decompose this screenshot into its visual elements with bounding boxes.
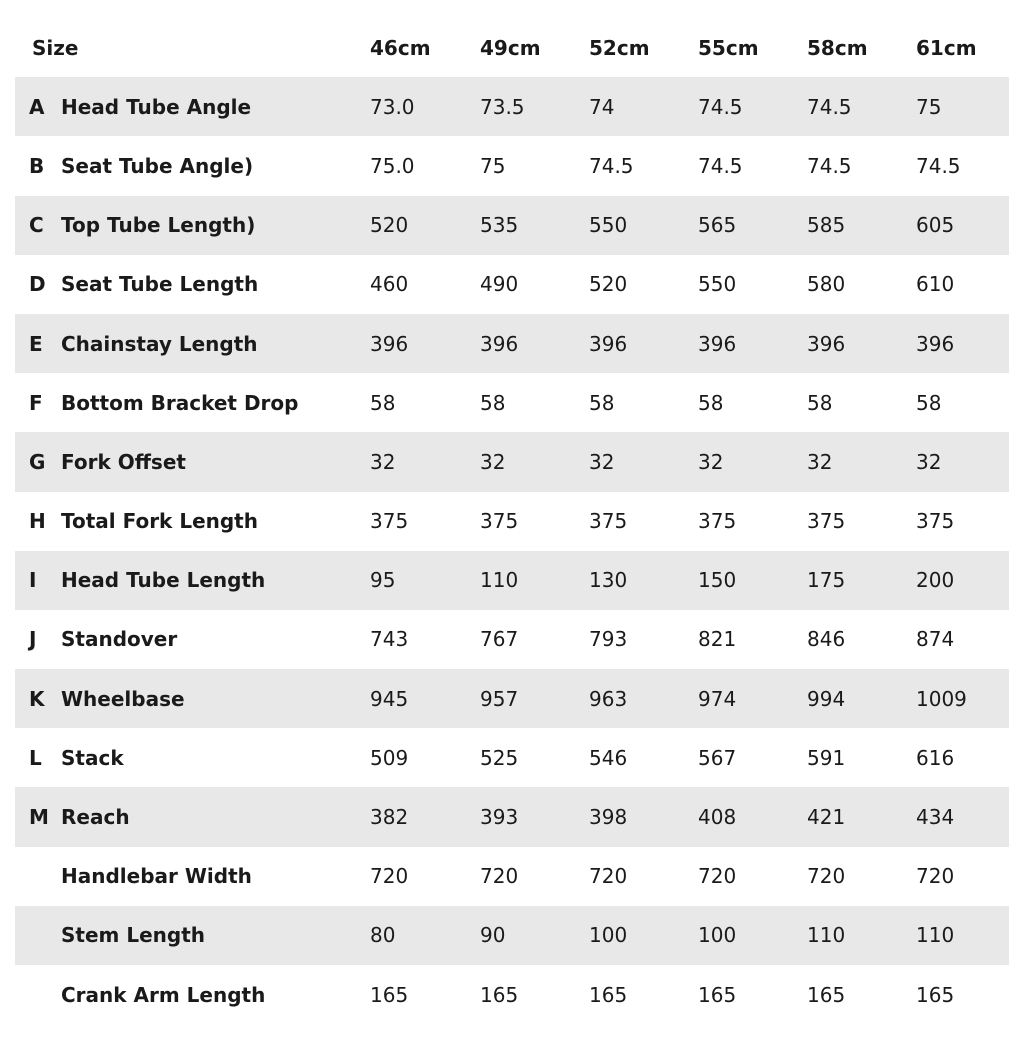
row-value: 396	[698, 331, 737, 356]
row-letter	[15, 847, 61, 906]
row-value: 165	[916, 982, 955, 1007]
table-row	[15, 787, 1009, 846]
table-row	[15, 196, 1009, 255]
row-name: Fork Offset	[61, 449, 186, 474]
row-value: 32	[370, 449, 396, 474]
row-value: 150	[698, 568, 737, 593]
row-value: 525	[480, 745, 519, 770]
row-name: Crank Arm Length	[61, 982, 266, 1007]
row-value: 585	[807, 213, 846, 238]
row-name: Bottom Bracket Drop	[61, 390, 299, 415]
row-value: 110	[480, 568, 519, 593]
row-value: 75	[480, 153, 506, 178]
row-value: 957	[480, 686, 519, 711]
size-header-61: 61cm	[916, 35, 977, 60]
geometry-table	[15, 18, 1009, 1024]
table-row	[15, 847, 1009, 906]
row-value: 90	[480, 923, 506, 948]
row-name: Total Fork Length	[61, 509, 258, 534]
row-value: 393	[480, 805, 519, 830]
table-row	[15, 669, 1009, 728]
row-value: 520	[370, 213, 409, 238]
row-value: 80	[370, 923, 396, 948]
row-value: 396	[807, 331, 846, 356]
row-name: Chainstay Length	[61, 331, 258, 356]
row-name: Head Tube Angle	[61, 94, 252, 119]
row-value: 520	[589, 272, 628, 297]
row-value: 100	[589, 923, 628, 948]
row-value: 567	[698, 745, 737, 770]
row-value: 74.5	[807, 153, 852, 178]
row-value: 490	[480, 272, 519, 297]
table-row	[15, 373, 1009, 432]
row-value: 398	[589, 805, 628, 830]
row-value: 994	[807, 686, 846, 711]
row-letter: D	[29, 272, 46, 297]
row-value: 396	[370, 331, 409, 356]
row-letter: A	[29, 94, 45, 119]
row-value: 509	[370, 745, 409, 770]
row-value: 846	[807, 627, 846, 652]
row-letter: K	[29, 686, 45, 711]
row-name: Head Tube Length	[61, 568, 266, 593]
row-name: Top Tube Length)	[61, 213, 256, 238]
row-value: 821	[698, 627, 737, 652]
row-value: 165	[807, 982, 846, 1007]
table-row	[15, 136, 1009, 195]
row-value: 375	[370, 509, 409, 534]
table-row	[15, 314, 1009, 373]
row-value: 408	[698, 805, 737, 830]
header-row	[15, 18, 1009, 77]
row-value: 58	[370, 390, 396, 415]
row-value: 200	[916, 568, 955, 593]
row-value: 73.5	[480, 94, 525, 119]
row-name: Seat Tube Angle)	[61, 153, 254, 178]
row-value: 396	[916, 331, 955, 356]
row-value: 550	[589, 213, 628, 238]
row-value: 720	[370, 864, 409, 889]
size-header-46: 46cm	[370, 35, 431, 60]
row-value: 460	[370, 272, 409, 297]
row-value: 396	[589, 331, 628, 356]
row-value: 95	[370, 568, 396, 593]
row-value: 165	[698, 982, 737, 1007]
row-value: 32	[698, 449, 724, 474]
row-value: 74.5	[698, 153, 743, 178]
row-value: 396	[480, 331, 519, 356]
row-letter: M	[29, 805, 49, 830]
row-value: 58	[480, 390, 506, 415]
row-value: 591	[807, 745, 846, 770]
size-header-58: 58cm	[807, 35, 868, 60]
table-row	[15, 255, 1009, 314]
row-value: 580	[807, 272, 846, 297]
row-value: 110	[807, 923, 846, 948]
row-value: 58	[589, 390, 615, 415]
row-value: 375	[807, 509, 846, 534]
row-value: 58	[807, 390, 833, 415]
row-value: 58	[698, 390, 724, 415]
row-value: 165	[480, 982, 519, 1007]
row-value: 1009	[916, 686, 967, 711]
row-value: 874	[916, 627, 955, 652]
table-row	[15, 965, 1009, 1024]
row-value: 110	[916, 923, 955, 948]
row-value: 165	[370, 982, 409, 1007]
row-letter: H	[29, 509, 46, 534]
row-value: 74.5	[807, 94, 852, 119]
row-value: 58	[916, 390, 942, 415]
row-value: 974	[698, 686, 737, 711]
row-value: 100	[698, 923, 737, 948]
row-letter: C	[29, 213, 44, 238]
row-value: 382	[370, 805, 409, 830]
row-value: 375	[916, 509, 955, 534]
row-value: 605	[916, 213, 955, 238]
row-value: 616	[916, 745, 955, 770]
row-letter: E	[29, 331, 43, 356]
row-value: 32	[807, 449, 833, 474]
row-letter: J	[29, 627, 37, 652]
row-value: 75.0	[370, 153, 415, 178]
row-letter: F	[29, 390, 43, 415]
row-value: 565	[698, 213, 737, 238]
row-letter: L	[29, 745, 42, 770]
row-value: 793	[589, 627, 628, 652]
row-name: Seat Tube Length	[61, 272, 259, 297]
row-letter: B	[29, 153, 45, 178]
size-header-49: 49cm	[480, 35, 541, 60]
row-value: 375	[589, 509, 628, 534]
row-value: 535	[480, 213, 519, 238]
table-row	[15, 610, 1009, 669]
size-header-label: Size	[32, 35, 79, 60]
row-value: 610	[916, 272, 955, 297]
table-row	[15, 492, 1009, 551]
row-value: 720	[698, 864, 737, 889]
row-value: 767	[480, 627, 519, 652]
table-row	[15, 77, 1009, 136]
table-row	[15, 551, 1009, 610]
row-value: 375	[480, 509, 519, 534]
row-value: 963	[589, 686, 628, 711]
row-value: 74	[589, 94, 615, 119]
row-value: 375	[698, 509, 737, 534]
row-value: 720	[916, 864, 955, 889]
row-value: 945	[370, 686, 409, 711]
row-value: 720	[589, 864, 628, 889]
row-value: 720	[480, 864, 519, 889]
row-value: 32	[916, 449, 942, 474]
row-value: 75	[916, 94, 942, 119]
size-header-52: 52cm	[589, 35, 650, 60]
row-name: Wheelbase	[61, 686, 185, 711]
row-value: 74.5	[589, 153, 634, 178]
row-name: Reach	[61, 805, 130, 830]
row-letter: G	[29, 449, 46, 474]
row-value: 165	[589, 982, 628, 1007]
row-name: Handlebar Width	[61, 864, 252, 889]
row-value: 74.5	[698, 94, 743, 119]
row-value: 130	[589, 568, 628, 593]
row-value: 32	[589, 449, 615, 474]
row-value: 434	[916, 805, 955, 830]
row-letter: I	[29, 568, 37, 593]
row-value: 720	[807, 864, 846, 889]
table-row	[15, 906, 1009, 965]
row-value: 73.0	[370, 94, 415, 119]
row-name: Stem Length	[61, 923, 205, 948]
row-value: 175	[807, 568, 846, 593]
row-value: 550	[698, 272, 737, 297]
row-letter	[15, 965, 61, 1024]
row-value: 546	[589, 745, 628, 770]
row-name: Standover	[61, 627, 178, 652]
row-value: 32	[480, 449, 506, 474]
row-value: 74.5	[916, 153, 961, 178]
row-value: 421	[807, 805, 846, 830]
size-header-55: 55cm	[698, 35, 759, 60]
row-value: 743	[370, 627, 409, 652]
row-letter	[15, 906, 61, 965]
table-row	[15, 728, 1009, 787]
row-name: Stack	[61, 745, 124, 770]
table-row	[15, 432, 1009, 491]
